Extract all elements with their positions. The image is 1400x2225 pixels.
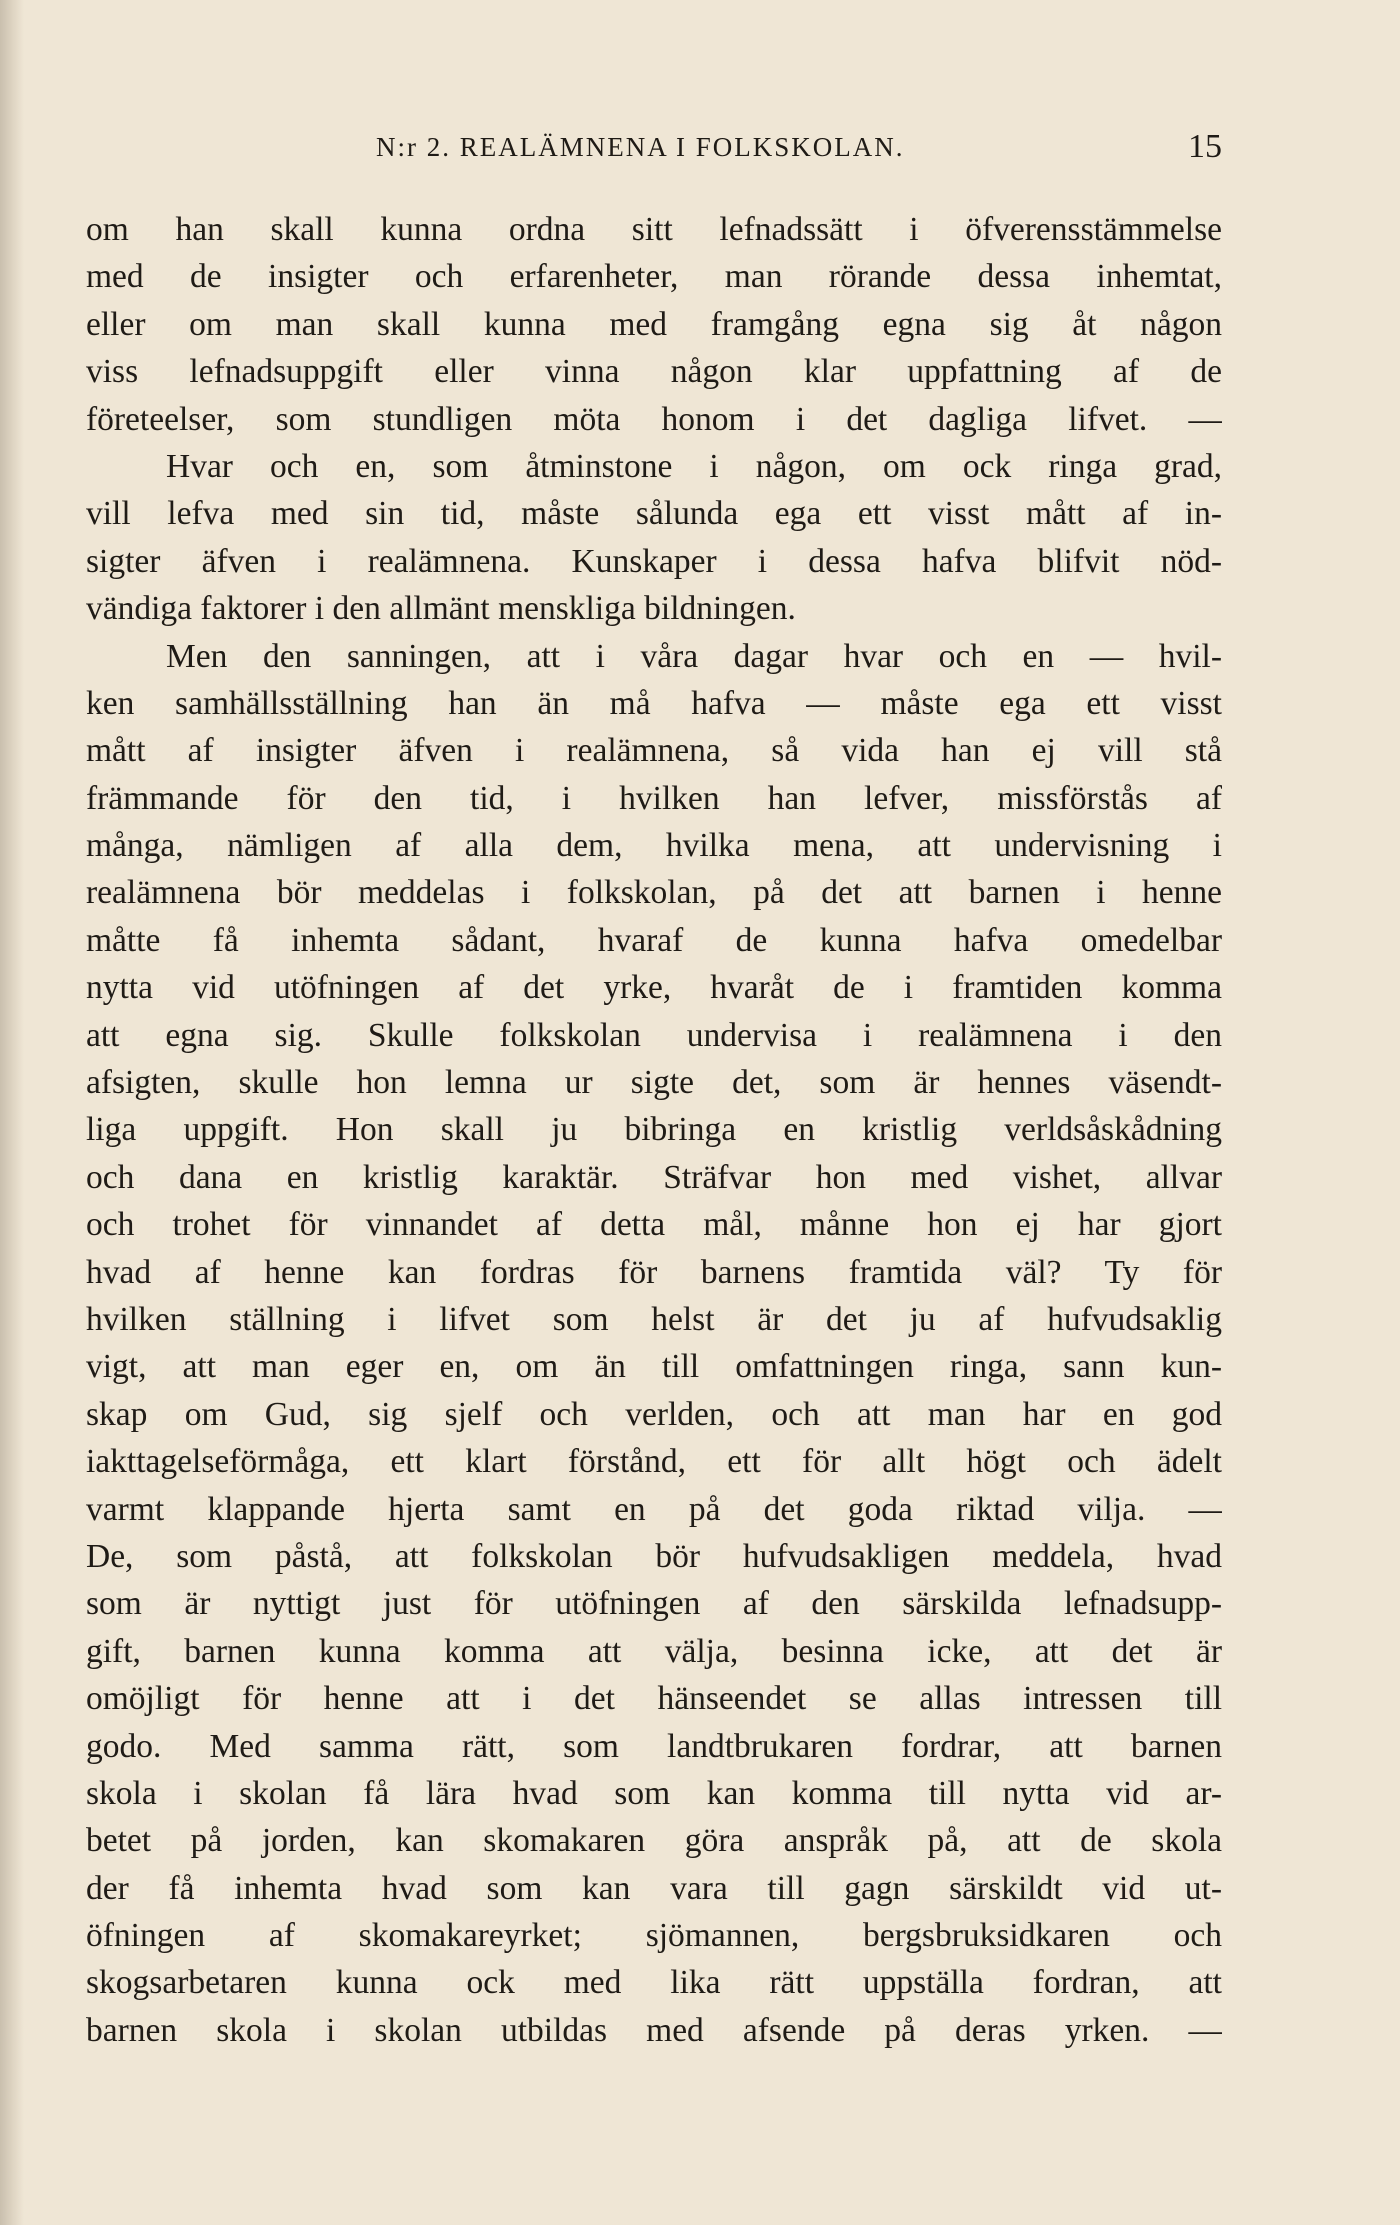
text-line: främmande för den tid, i hvilken han lefver, missförstås af xyxy=(86,779,1222,817)
text-line: skola i skolan få lära hvad som kan komma till nytta vid ar- xyxy=(86,1774,1222,1812)
text-line: hvilken ställning i lifvet som helst är det ju af hufvudsaklig xyxy=(86,1300,1222,1338)
text-line: många, nämligen af alla dem, hvilka mena, att undervisning i xyxy=(86,827,1222,865)
text-line: Men den sanningen, att i våra dagar hvar och en — hvil- xyxy=(166,637,1222,675)
text-line: nytta vid utöfningen af det yrke, hvaråt de i framtiden komma xyxy=(86,969,1222,1007)
page-header xyxy=(86,128,1222,176)
text-line: att egna sig. Skulle folkskolan undervisa i realämnena i den xyxy=(86,1016,1222,1054)
text-line: om han skall kunna ordna sitt lefnadssätt i öfverensstämmelse xyxy=(86,211,1222,248)
text-line: öfningen af skomakareyrket; sjömannen, bergsbruksidkaren och xyxy=(86,1917,1222,1955)
text-line: barnen skola i skolan utbildas med afsende på deras yrken. — xyxy=(86,2011,1222,2049)
text-line: der få inhemta hvad som kan vara till gagn särskildt vid ut- xyxy=(86,1869,1222,1907)
text-line: skap om Gud, sig sjelf och verlden, och att man har en god xyxy=(86,1395,1222,1433)
text-line: som är nyttigt just för utöfningen af den särskilda lefnadsupp- xyxy=(86,1585,1222,1623)
text-line: godo. Med samma rätt, som landtbrukaren fordrar, att barnen xyxy=(86,1727,1222,1765)
text-line: liga uppgift. Hon skall ju bibringa en kristlig verldsåskådning xyxy=(86,1111,1222,1149)
text-line: afsigten, skulle hon lemna ur sigte det, som är hennes väsendt- xyxy=(86,1064,1222,1102)
text-line: Hvar och en, som åtminstone i någon, om ock ringa grad, xyxy=(166,447,1222,485)
text-line: eller om man skall kunna med framgång egna sig åt någon xyxy=(86,305,1222,343)
text-line: ken samhällsställning han än må hafva — måste ega ett visst xyxy=(86,684,1222,722)
text-line: mått af insigter äfven i realämnena, så vida han ej vill stå xyxy=(86,732,1222,770)
text-line: vändiga faktorer i den allmänt menskliga bildningen. xyxy=(86,590,796,628)
text-line: varmt klappande hjerta samt en på det goda riktad vilja. — xyxy=(86,1490,1222,1528)
text-line: företeelser, som stundligen möta honom i det dagliga lifvet. — xyxy=(86,400,1222,438)
body-text xyxy=(86,206,1222,2054)
text-line: vill lefva med sin tid, måste sålunda ega ett visst mått af in- xyxy=(86,495,1222,533)
running-head: N:r 2. REALÄMNENA I FOLKSKOLAN. xyxy=(376,132,905,162)
page-number: 15 xyxy=(1188,128,1222,165)
text-line: vigt, att man eger en, om än till omfattningen ringa, sann kun- xyxy=(86,1348,1222,1386)
text-line: sigter äfven i realämnena. Kunskaper i dessa hafva blifvit nöd- xyxy=(86,542,1222,580)
text-line: betet på jorden, kan skomakaren göra anspråk på, att de skola xyxy=(86,1822,1222,1860)
text-line: De, som påstå, att folkskolan bör hufvudsakligen meddela, hvad xyxy=(86,1537,1222,1575)
text-line: omöjligt för henne att i det hänseendet se allas intressen till xyxy=(86,1680,1222,1718)
text-line: måtte få inhemta sådant, hvaraf de kunna hafva omedelbar xyxy=(86,921,1222,959)
text-line: skogsarbetaren kunna ock med lika rätt uppställa fordran, att xyxy=(86,1964,1222,2002)
text-line: realämnena bör meddelas i folkskolan, på det att barnen i henne xyxy=(86,874,1222,912)
text-line: viss lefnadsuppgift eller vinna någon klar uppfattning af de xyxy=(86,353,1222,391)
text-line: gift, barnen kunna komma att välja, besinna icke, att det är xyxy=(86,1632,1222,1670)
text-line: med de insigter och erfarenheter, man rörande dessa inhemtat, xyxy=(86,258,1222,296)
text-line: iakttagelseförmåga, ett klart förstånd, ett för allt högt och ädelt xyxy=(86,1443,1222,1481)
text-line: hvad af henne kan fordras för barnens framtida väl? Ty för xyxy=(86,1253,1222,1291)
text-line: och dana en kristlig karaktär. Sträfvar hon med vishet, allvar xyxy=(86,1158,1222,1196)
text-line: och trohet för vinnandet af detta mål, månne hon ej har gjort xyxy=(86,1206,1222,1244)
